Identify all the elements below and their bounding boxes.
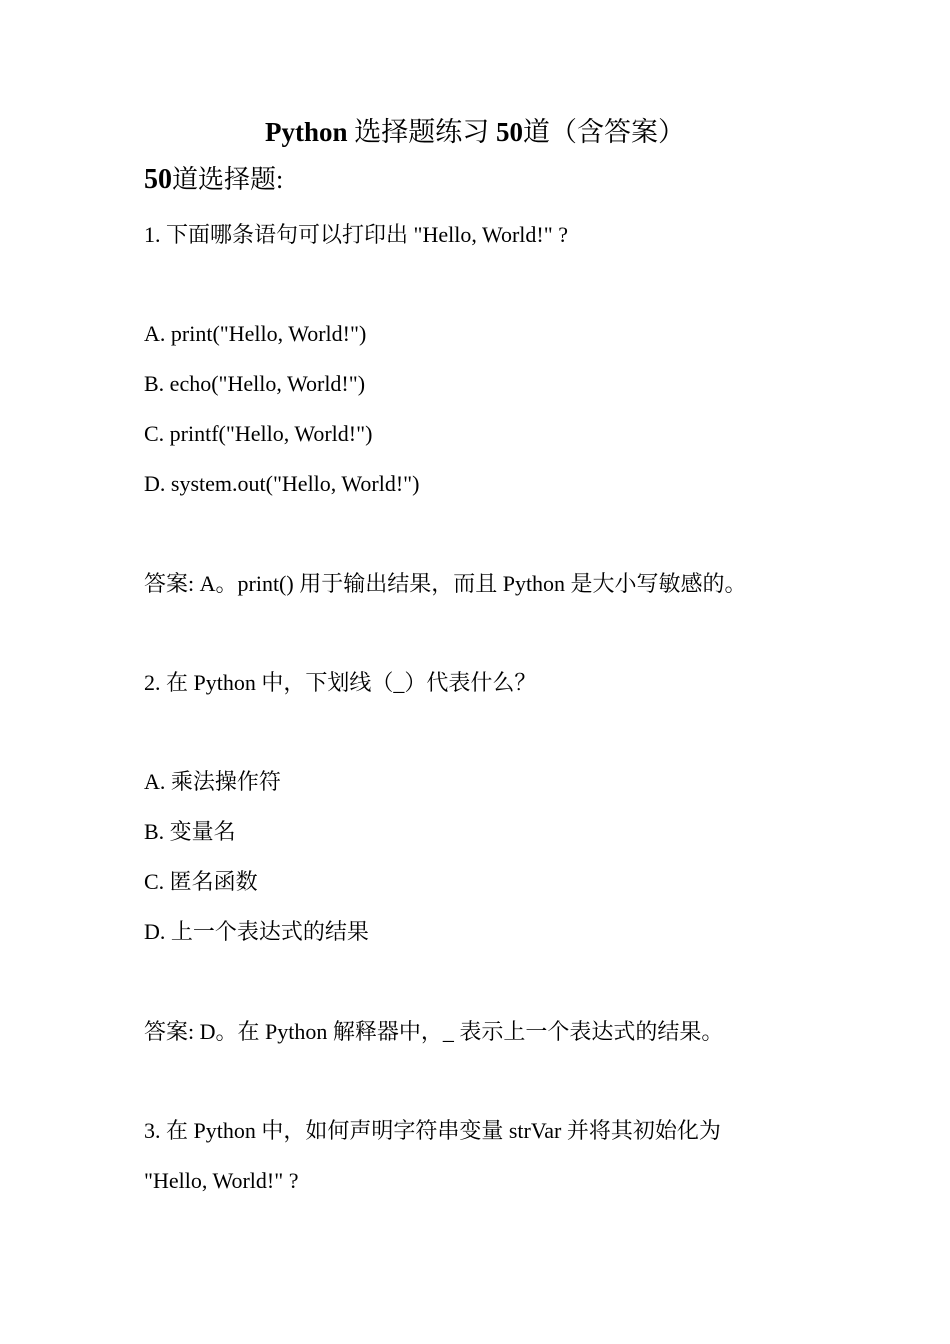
section-heading <box>144 165 283 195</box>
question-3-line-1: 3. 在 Python 中，如何声明字符串变量 strVar 并将其初始化为 <box>144 1118 721 1143</box>
section-heading-number: 50 <box>144 164 172 195</box>
q1-option-b: B. echo("Hello, World!") <box>144 371 366 396</box>
question-3-line-2: "Hello, World!" ? <box>144 1168 299 1193</box>
document-title <box>0 114 950 150</box>
title-text: 选择题练习 <box>354 117 490 147</box>
title-count: 50 <box>496 117 524 147</box>
q1-answer: 答案: A。print() 用于输出结果，而且 Python 是大小写敏感的。 <box>144 571 747 596</box>
title-suffix: 道（含答案） <box>523 117 686 147</box>
q2-option-a: A. 乘法操作符 <box>144 769 281 794</box>
q2-option-d: D. 上一个表达式的结果 <box>144 919 369 944</box>
question-2: 2. 在 Python 中，下划线（_）代表什么？ <box>144 670 537 695</box>
q2-option-c: C. 匿名函数 <box>144 869 258 894</box>
title-python: Python <box>264 117 348 147</box>
q1-option-a: A. print("Hello, World!") <box>144 321 367 346</box>
q2-answer: 答案: D。在 Python 解释器中，_ 表示上一个表达式的结果。 <box>144 1019 724 1044</box>
q1-option-d: D. system.out("Hello, World!") <box>144 471 420 496</box>
question-1: 1. 下面哪条语句可以打印出 "Hello, World!" ? <box>144 222 568 247</box>
q2-option-b: B. 变量名 <box>144 819 236 844</box>
q1-option-c: C. printf("Hello, World!") <box>144 421 373 446</box>
section-heading-text: 道选择题: <box>172 165 284 194</box>
